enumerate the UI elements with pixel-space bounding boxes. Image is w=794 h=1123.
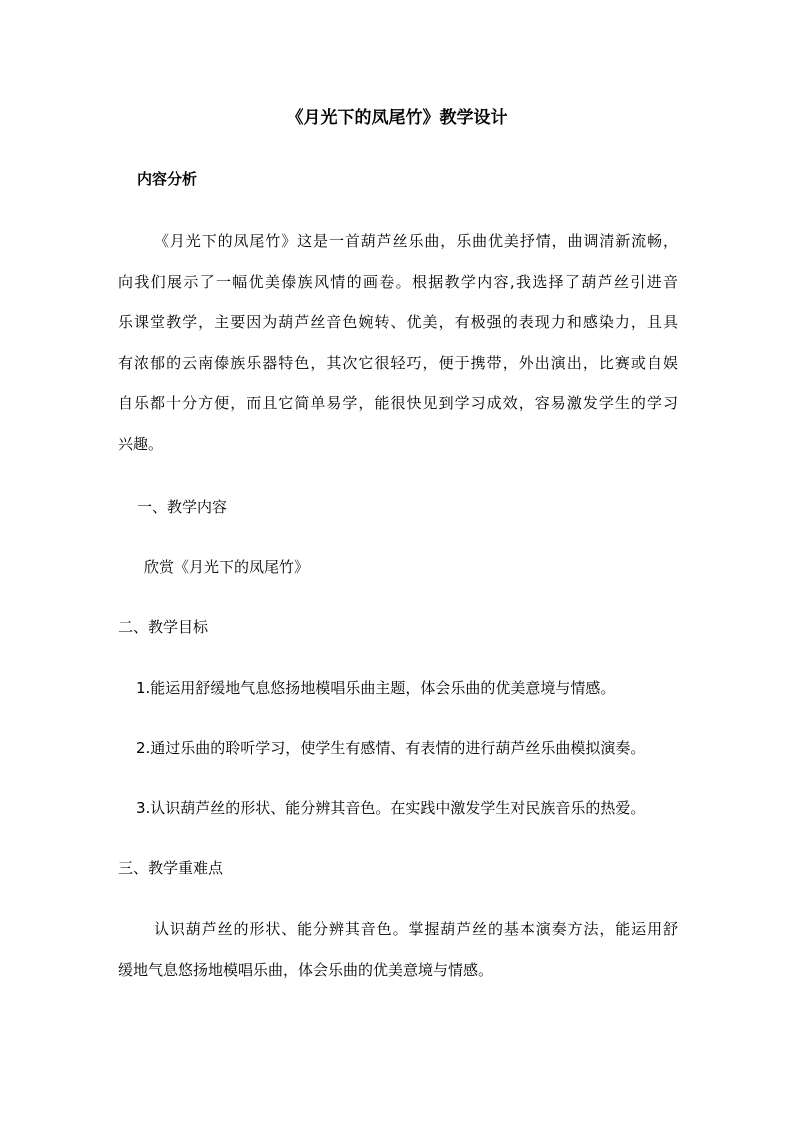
paragraph-line: 《月光下的凤尾竹》这是一首葫芦丝乐曲，乐曲优美抒情，曲调清新流畅，: [154, 232, 678, 250]
key-points-paragraph: [118, 909, 678, 990]
teaching-content-text: 欣赏《月光下的凤尾竹》: [144, 558, 310, 576]
section-heading-teaching-goals: 二、教学目标: [118, 618, 209, 636]
paragraph-line: 缓地气息悠扬地模唱乐曲，体会乐曲的优美意境与情感。: [118, 960, 494, 979]
goal-item-2: 2.通过乐曲的聆听学习，使学生有感情、有表情的进行葫芦丝乐曲模拟演奏。: [136, 739, 646, 757]
paragraph-line: 向我们展示了一幅优美傣族风情的画卷。根据教学内容,我选择了葫芦丝引进音: [118, 272, 678, 291]
paragraph-line: 有浓郁的云南傣族乐器特色，其次它很轻巧，便于携带，外出演出，比赛或自娱: [118, 353, 678, 372]
paragraph-line: 认识葫芦丝的形状、能分辨其音色。掌握葫芦丝的基本演奏方法，能运用舒: [154, 920, 678, 938]
paragraph-line: 兴趣。: [118, 434, 164, 453]
section-heading-teaching-content: 一、教学内容: [137, 498, 228, 516]
content-analysis-heading: 内容分析: [137, 170, 198, 188]
document-title: 《月光下的凤尾竹》教学设计: [286, 108, 508, 128]
paragraph-line: 乐课堂教学，主要因为葫芦丝音色婉转、优美，有极强的表现力和感染力，且具: [118, 313, 678, 331]
goal-item-1: 1.能运用舒缓地气息悠扬地模唱乐曲主题，体会乐曲的优美意境与情感。: [136, 679, 616, 697]
section-heading-key-points: 三、教学重难点: [118, 859, 224, 877]
paragraph-line: 自乐都十分方便，而且它简单易学，能很快见到学习成效，容易激发学生的学习: [118, 394, 678, 412]
goal-item-3: 3.认识葫芦丝的形状、能分辨其音色。在实践中激发学生对民族音乐的热爱。: [136, 799, 646, 817]
content-analysis-paragraph: [118, 221, 678, 464]
